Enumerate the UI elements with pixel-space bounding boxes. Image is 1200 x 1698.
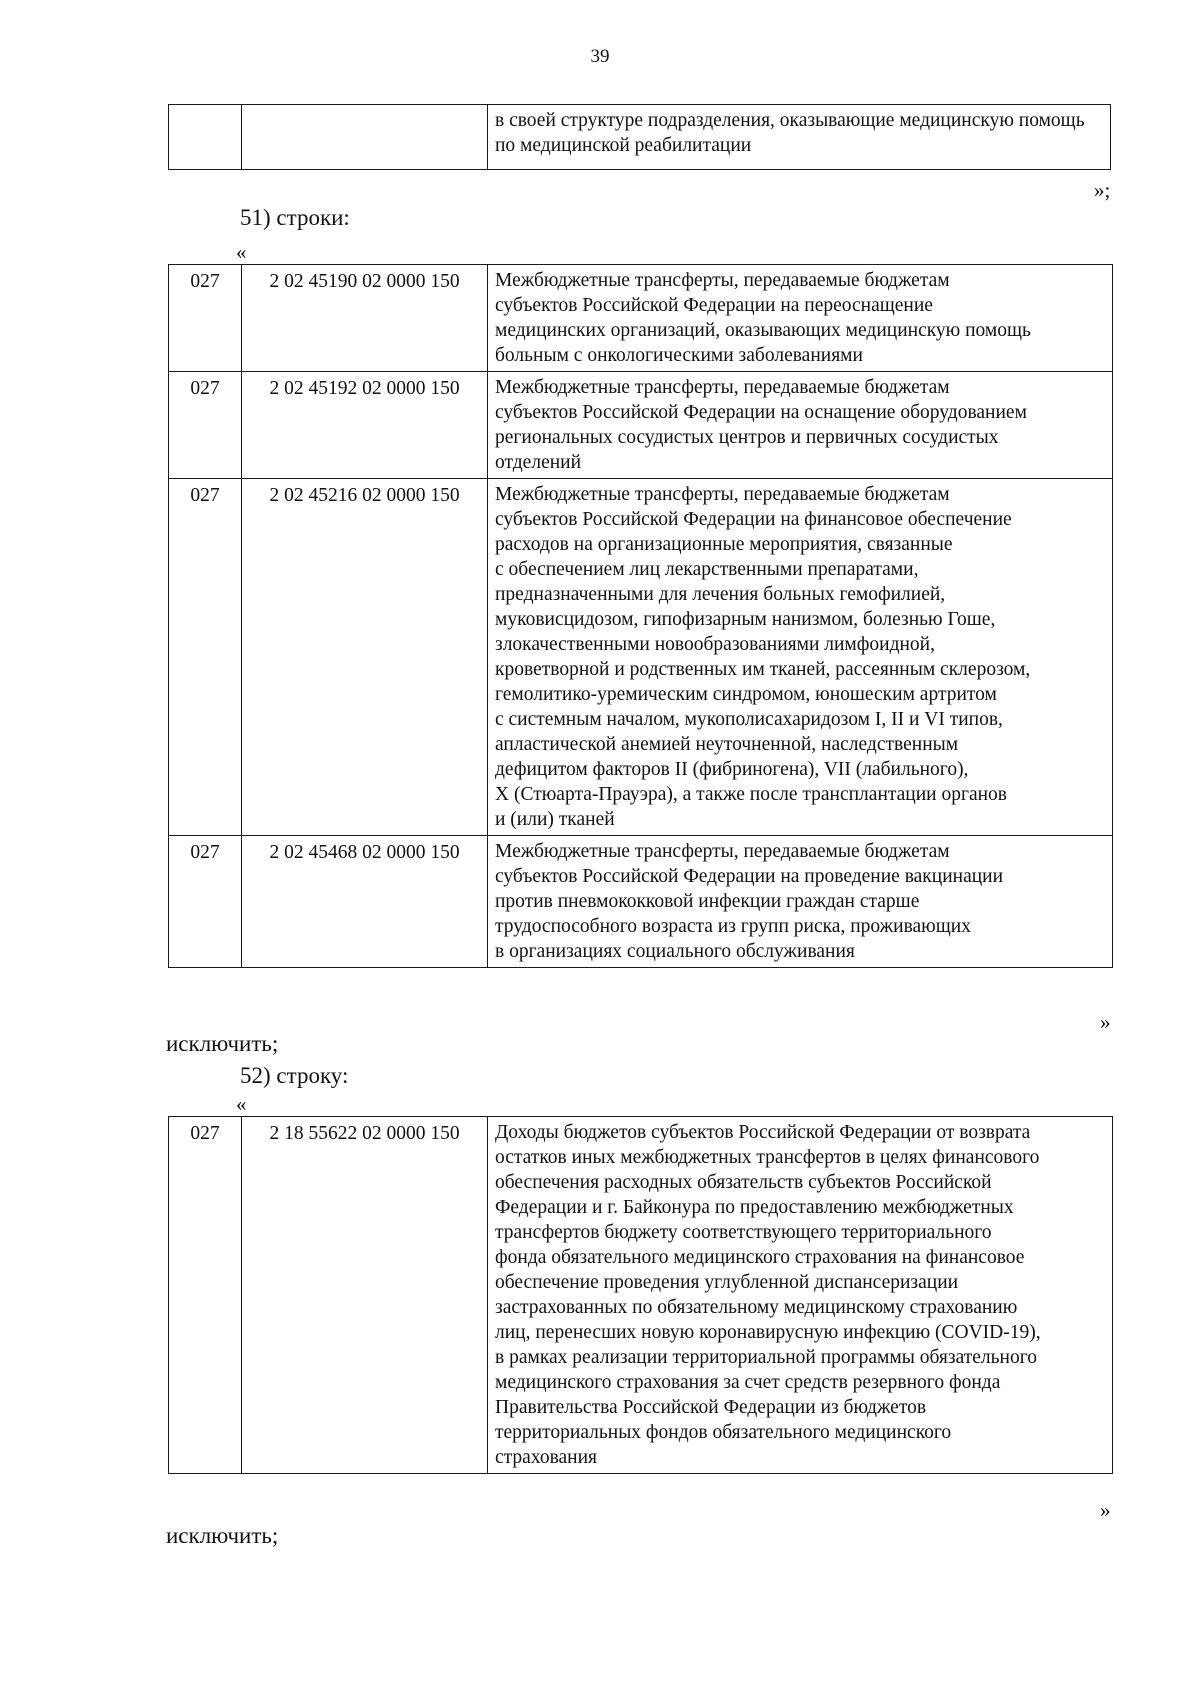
description-cell (488, 479, 1113, 836)
item-51-action: исключить; (166, 1031, 279, 1056)
description-line: субъектов Российской Федерации на проведение вакцинации (495, 866, 1004, 887)
description-line: обеспечения расходных обязательств субъектов Российской (495, 1172, 992, 1193)
table-row (169, 836, 1113, 968)
description-line: злокачественными новообразованиями лимфоидной, (495, 634, 935, 655)
description-line: с обеспечением лиц лекарственными препаратами, (495, 559, 919, 580)
description-line: дефицитом факторов II (фибриногена), VII (лабильного), (495, 759, 969, 780)
description-line: Доходы бюджетов субъектов Российской Федерации от возврата (495, 1122, 1031, 1143)
description-cell (488, 1117, 1113, 1474)
description-line: кроветворной и родственных им тканей, рассеянным склерозом, (495, 659, 1031, 680)
table-row (169, 372, 1113, 479)
table-row (169, 1117, 1113, 1474)
table-row (169, 265, 1113, 372)
description-line: предназначенными для лечения больных гемофилией, (495, 584, 946, 605)
description-line: отделений (495, 452, 582, 473)
kbk-cell (242, 105, 488, 170)
page-number: 39 (590, 46, 610, 67)
code-cell (169, 105, 242, 170)
description-line: гемолитико-уремическим синдромом, юношеским артритом (495, 684, 997, 705)
description-line: расходов на организационные мероприятия, связанные (495, 534, 953, 555)
code-cell: 027 (169, 479, 242, 836)
description-line: Федерации и г. Байконура по предоставлению межбюджетных (495, 1197, 1014, 1218)
description-cell: в своей структуре подразделения, оказывающие медицинскую помощь по медицинской реабилитации (488, 105, 1111, 170)
description-line: Межбюджетные трансферты, передаваемые бюджетам (495, 377, 950, 398)
description-line: в рамках реализации территориальной программы обязательного (495, 1347, 1037, 1368)
description-line: субъектов Российской Федерации на переоснащение (495, 295, 933, 316)
description-line: остатков иных межбюджетных трансфертов в целях финансового (495, 1147, 1040, 1168)
item-52-action: исключить; (166, 1523, 279, 1548)
continuation-table (168, 104, 1111, 170)
kbk-cell: 2 02 45190 02 0000 150 (242, 265, 488, 372)
description-line: субъектов Российской Федерации на оснащение оборудованием (495, 402, 1027, 423)
kbk-cell: 2 02 45216 02 0000 150 (242, 479, 488, 836)
description-line: субъектов Российской Федерации на финансовое обеспечение (495, 509, 1012, 530)
description-line: территориальных фондов обязательного медицинского (495, 1422, 952, 1443)
description-cell (488, 836, 1113, 968)
description-cell (488, 372, 1113, 479)
description-line: Межбюджетные трансферты, передаваемые бюджетам (495, 484, 950, 505)
description-line: в организациях социального обслуживания (495, 941, 855, 962)
closing-quote-1: »; (1094, 178, 1111, 202)
description-line: трудоспособного возраста из групп риска, проживающих (495, 916, 971, 937)
description-line: муковисцидозом, гипофизарным нанизмом, болезнью Гоше, (495, 609, 996, 630)
code-cell: 027 (169, 265, 242, 372)
description-line: обеспечение проведения углубленной диспансеризации (495, 1272, 959, 1293)
description-line: лиц, перенесших новую коронавирусную инфекцию (COVID-19), (495, 1322, 1041, 1343)
description-line: X (Стюарта-Прауэра), а также после трансплантации органов (495, 784, 1008, 805)
description-line: больным с онкологическими заболеваниями (495, 345, 863, 366)
kbk-cell: 2 02 45468 02 0000 150 (242, 836, 488, 968)
description-line: апластической анемией неуточненной, наследственным (495, 734, 959, 755)
description-line: Правительства Российской Федерации из бюджетов (495, 1397, 927, 1418)
item-51-heading: 51) строки: (240, 205, 350, 230)
description-line: страхования (495, 1447, 598, 1468)
kbk-cell: 2 02 45192 02 0000 150 (242, 372, 488, 479)
opening-quote-2: « (236, 1092, 247, 1116)
description-line: застрахованных по обязательному медицинскому страхованию (495, 1297, 1018, 1318)
description-line: с системным началом, мукополисахаридозом I, II и VI типов, (495, 709, 1003, 730)
item-52-heading: 52) строку: (240, 1063, 349, 1088)
code-cell: 027 (169, 1117, 242, 1474)
description-cell (488, 265, 1113, 372)
code-cell: 027 (169, 372, 242, 479)
description-line: против пневмококковой инфекции граждан старше (495, 891, 920, 912)
opening-quote-1: « (236, 240, 247, 264)
kbk-cell: 2 18 55622 02 0000 150 (242, 1117, 488, 1474)
description-line: и (или) тканей (495, 809, 615, 830)
description-line: Межбюджетные трансферты, передаваемые бюджетам (495, 270, 950, 291)
item-52-table (168, 1116, 1113, 1474)
closing-quote-2: » (1100, 1010, 1111, 1034)
closing-quote-3: » (1100, 1498, 1111, 1522)
description-line: трансфертов бюджету соответствующего территориального (495, 1222, 992, 1243)
description-line: медицинского страхования за счет средств резервного фонда (495, 1372, 1001, 1393)
description-line: Межбюджетные трансферты, передаваемые бюджетам (495, 841, 950, 862)
item-51-table (168, 264, 1113, 968)
description-line: региональных сосудистых центров и первичных сосудистых (495, 427, 999, 448)
table-row (169, 105, 1111, 170)
table-row (169, 479, 1113, 836)
code-cell: 027 (169, 836, 242, 968)
description-line: фонда обязательного медицинского страхования на финансовое (495, 1247, 1025, 1268)
description-line: медицинских организаций, оказывающих медицинскую помощь (495, 320, 1031, 341)
